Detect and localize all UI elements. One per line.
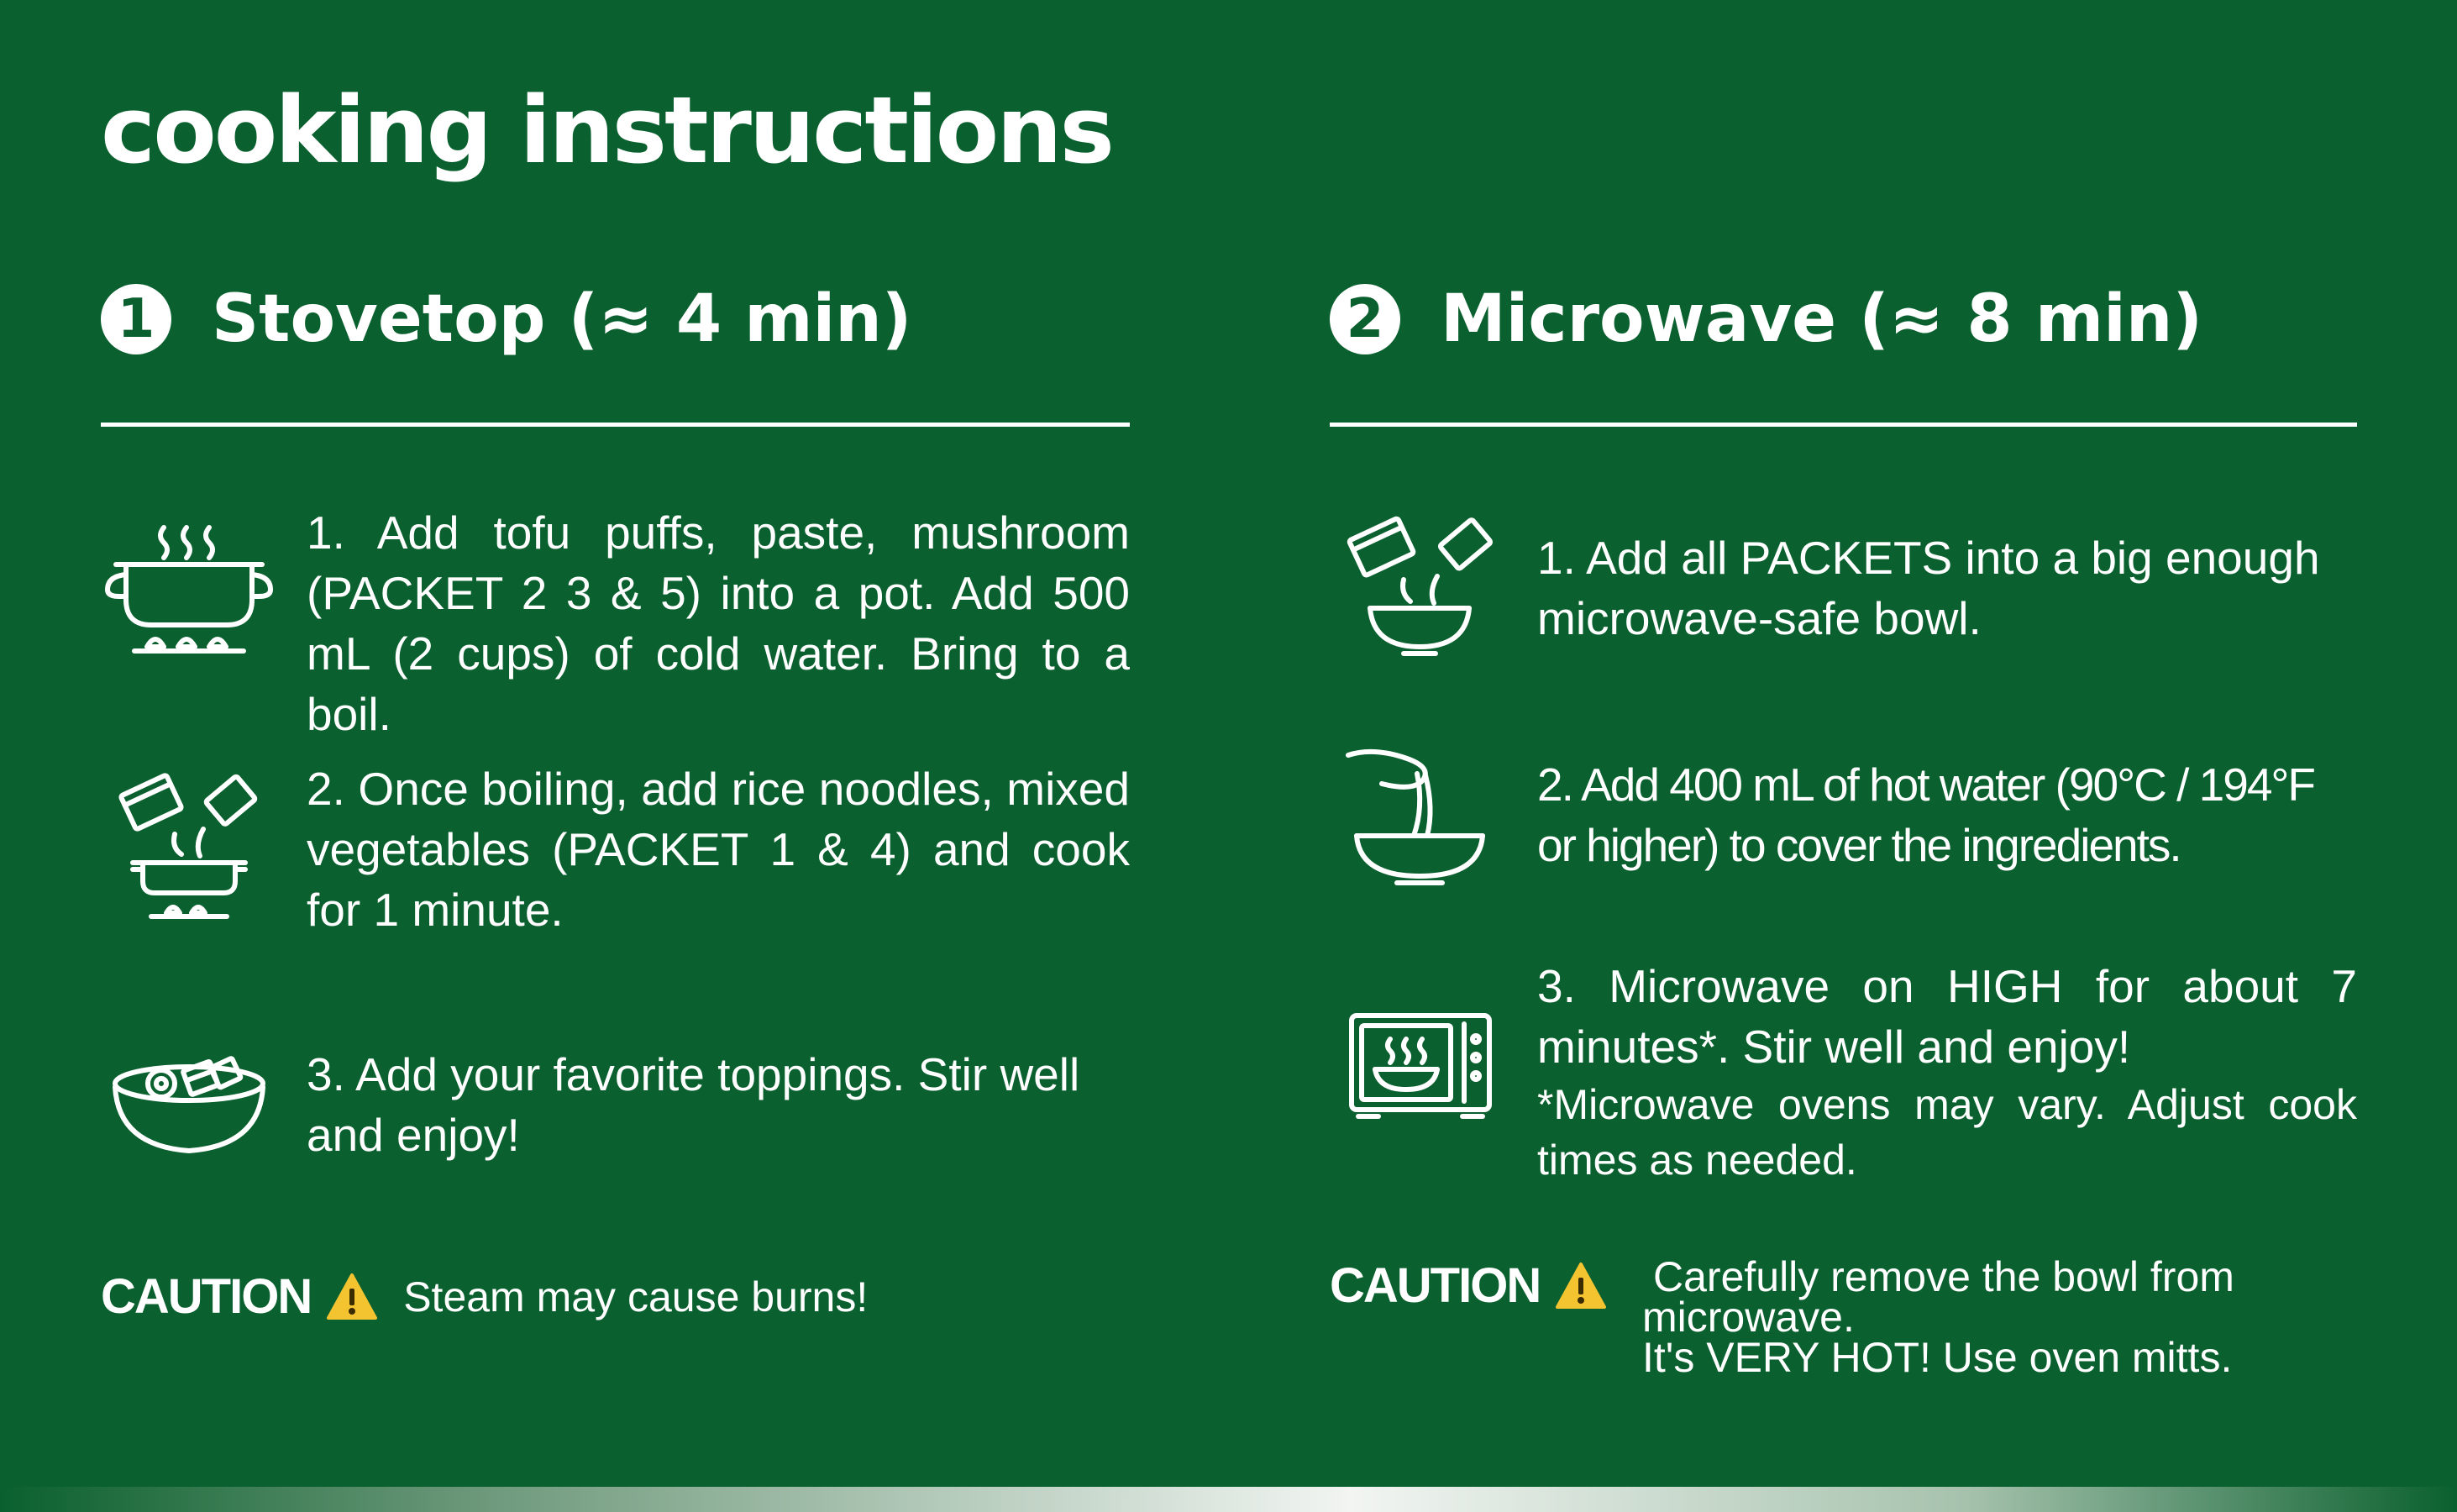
step-number-badge: 1	[101, 284, 171, 354]
packets-into-bowl-icon	[1340, 514, 1499, 661]
packets-into-pot-icon	[109, 769, 269, 920]
microwave-heading-label: Microwave (≈ 8 min)	[1441, 281, 2203, 357]
microwave-step-3	[1537, 956, 2357, 1188]
warning-icon	[1555, 1262, 1607, 1310]
microwave-step-3-text: 3. Microwave on HIGH for about 7 minutes*. Stir well and enjoy!	[1537, 960, 2357, 1073]
caution-text-line-3: It's VERY HOT! Use oven mitts.	[1642, 1334, 2233, 1381]
bottom-gradient-strip	[0, 1487, 2457, 1512]
divider	[101, 423, 1130, 427]
microwave-step-3-note: *Microwave ovens may vary. Adjust cook times as needed.	[1537, 1081, 2357, 1184]
pour-water-into-bowl-icon	[1340, 743, 1499, 886]
steaming-pot-on-stove-icon	[101, 521, 277, 659]
caution-text: Steam may cause burns!	[403, 1273, 869, 1320]
stovetop-heading	[101, 277, 911, 361]
caution-text-line-2: microwave.	[1642, 1294, 1855, 1341]
caution-label: CAUTION	[1330, 1258, 1541, 1313]
stovetop-caution	[101, 1268, 868, 1326]
caution-label: CAUTION	[101, 1269, 312, 1324]
stovetop-heading-label: Stovetop (≈ 4 min)	[212, 281, 912, 357]
caution-text-line-1: Carefully remove the bowl from	[1653, 1253, 2234, 1300]
stovetop-step-1: 1. Add tofu puffs, paste, mushroom (PACKET 2 3 & 5) into a pot. Add 500 mL (2 cups) of cold water. Bring to a boil.	[307, 507, 1130, 740]
microwave-step-2: 2. Add 400 mL of hot water (90°C / 194°F or higher) to cover the ingredients.	[1537, 759, 2315, 871]
microwave-step-1: 1. Add all PACKETS into a big enough microwave-safe bowl.	[1537, 532, 2320, 644]
warning-icon	[326, 1273, 378, 1321]
stovetop-step-2: 2. Once boiling, add rice noodles, mixed vegetables (PACKET 1 & 4) and cook for 1 minute.	[307, 763, 1130, 936]
divider	[1330, 423, 2357, 427]
page-title: cooking instructions	[101, 76, 1113, 184]
bowl-with-toppings-icon	[109, 1050, 269, 1159]
stovetop-step-3: 3. Add your favorite toppings. Stir well and enjoy!	[307, 1048, 1080, 1161]
microwave-heading	[1330, 277, 2202, 361]
microwave-icon	[1348, 1012, 1493, 1121]
microwave-caution	[1330, 1257, 1632, 1315]
step-number-badge: 2	[1330, 284, 1400, 354]
